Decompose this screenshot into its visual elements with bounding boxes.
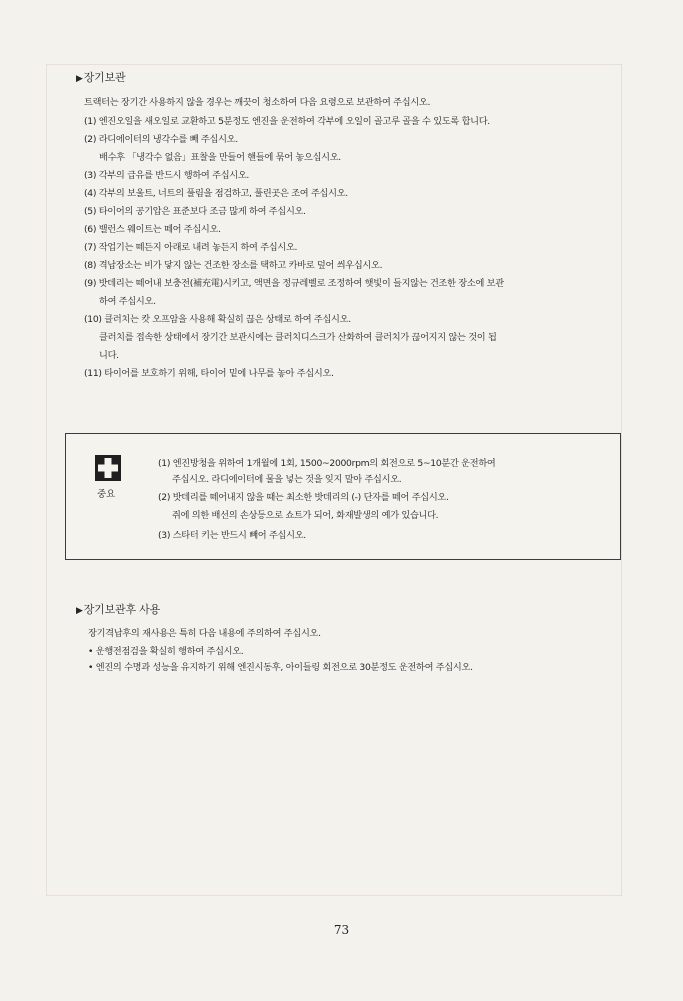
- after-storage-item-1: • 운행전점검을 확실히 행하여 주십시오.: [88, 646, 244, 657]
- triangle-bullet-icon: ▶: [76, 606, 83, 616]
- important-label: 중요: [97, 489, 116, 500]
- important-item-2: (2) 밧데리를 떼어내지 않을 때는 최소한 밧데리의 (-) 단자를 떼어 주십시오.: [158, 492, 449, 503]
- storage-item-6: (6) 밸런스 웨이트는 떼어 주십시오.: [84, 224, 221, 235]
- triangle-bullet-icon: ▶: [76, 74, 83, 84]
- storage-item-4: (4) 각부의 보울트, 너트의 풀림을 점검하고, 풀린곳은 조여 주십시오.: [84, 188, 348, 199]
- important-item-3: (3) 스타터 키는 반드시 빼어 주십시오.: [158, 530, 306, 541]
- medical-cross-icon: [95, 455, 121, 481]
- important-item-2-cont: 쥐에 의한 배선의 손상등으로 쇼트가 되어, 화재발생의 예가 있습니다.: [172, 510, 439, 521]
- storage-item-9-cont: 하여 주십시오.: [99, 296, 156, 307]
- storage-item-8: (8) 격납장소는 비가 닿지 않는 건조한 장소를 택하고 카바로 덮어 씌우십시오.: [84, 260, 383, 271]
- storage-item-2: (2) 라디에이터의 냉각수를 빼 주십시오.: [84, 134, 238, 145]
- storage-item-5: (5) 타이어의 공기압은 표준보다 조금 많게 하여 주십시오.: [84, 206, 306, 217]
- storage-item-2-cont: 배수후 「냉각수 없음」표찰을 만들어 핸들에 묶어 놓으십시오.: [99, 152, 341, 163]
- after-storage-item-2: • 엔진의 수명과 성능을 유지하기 위해 엔진시동후, 아이들링 회전으로 30분정도 운전하여 주십시오.: [88, 662, 473, 673]
- storage-item-7: (7) 작업기는 떼든지 아래로 내려 놓든지 하여 주십시오.: [84, 242, 298, 253]
- storage-item-1: (1) 엔진오일을 새오일로 교환하고 5분정도 엔진을 운전하여 각부에 오일이 골고루 골을 수 있도록 합니다.: [84, 116, 490, 127]
- important-item-1-cont: 주십시오. 라디에이터에 물을 넣는 것을 잊지 말아 주십시오.: [172, 474, 402, 485]
- after-storage-intro: 장기격납후의 재사용은 특히 다음 내용에 주의하여 주십시오.: [88, 628, 321, 639]
- storage-item-9: (9) 밧데리는 떼어내 보충전(補充電)시키고, 액면을 정규레벨로 조정하여 햇빛이 들지않는 건조한 장소에 보관: [84, 278, 504, 289]
- page-number: 73: [333, 923, 350, 937]
- important-item-1: (1) 엔진방청을 위하여 1개월에 1회, 1500~2000rpm의 회전으로 5~10분간 운전하여: [158, 458, 496, 469]
- storage-item-10: (10) 클러치는 캇 오프암을 사용해 확실히 끊은 상태로 하여 주십시오.: [84, 314, 351, 325]
- storage-section-title: ▶장기보관: [76, 71, 126, 84]
- storage-item-3: (3) 각부의 급유를 반드시 행하여 주십시오.: [84, 170, 250, 181]
- after-storage-section-title: ▶장기보관후 사용: [76, 603, 161, 616]
- storage-item-10-cont2: 니다.: [99, 350, 119, 361]
- storage-item-11: (11) 타이어를 보호하기 위해, 타이어 밑에 나무를 놓아 주십시오.: [84, 368, 334, 379]
- storage-intro: 트랙터는 장기간 사용하지 않을 경우는 깨끗이 청소하여 다음 요령으로 보관하여 주십시오.: [84, 97, 431, 108]
- storage-item-10-cont: 클러치를 접속한 상태에서 장기간 보관시에는 클러치디스크가 산화하여 클러치가 끊어지지 않는 것이 됩: [99, 332, 497, 343]
